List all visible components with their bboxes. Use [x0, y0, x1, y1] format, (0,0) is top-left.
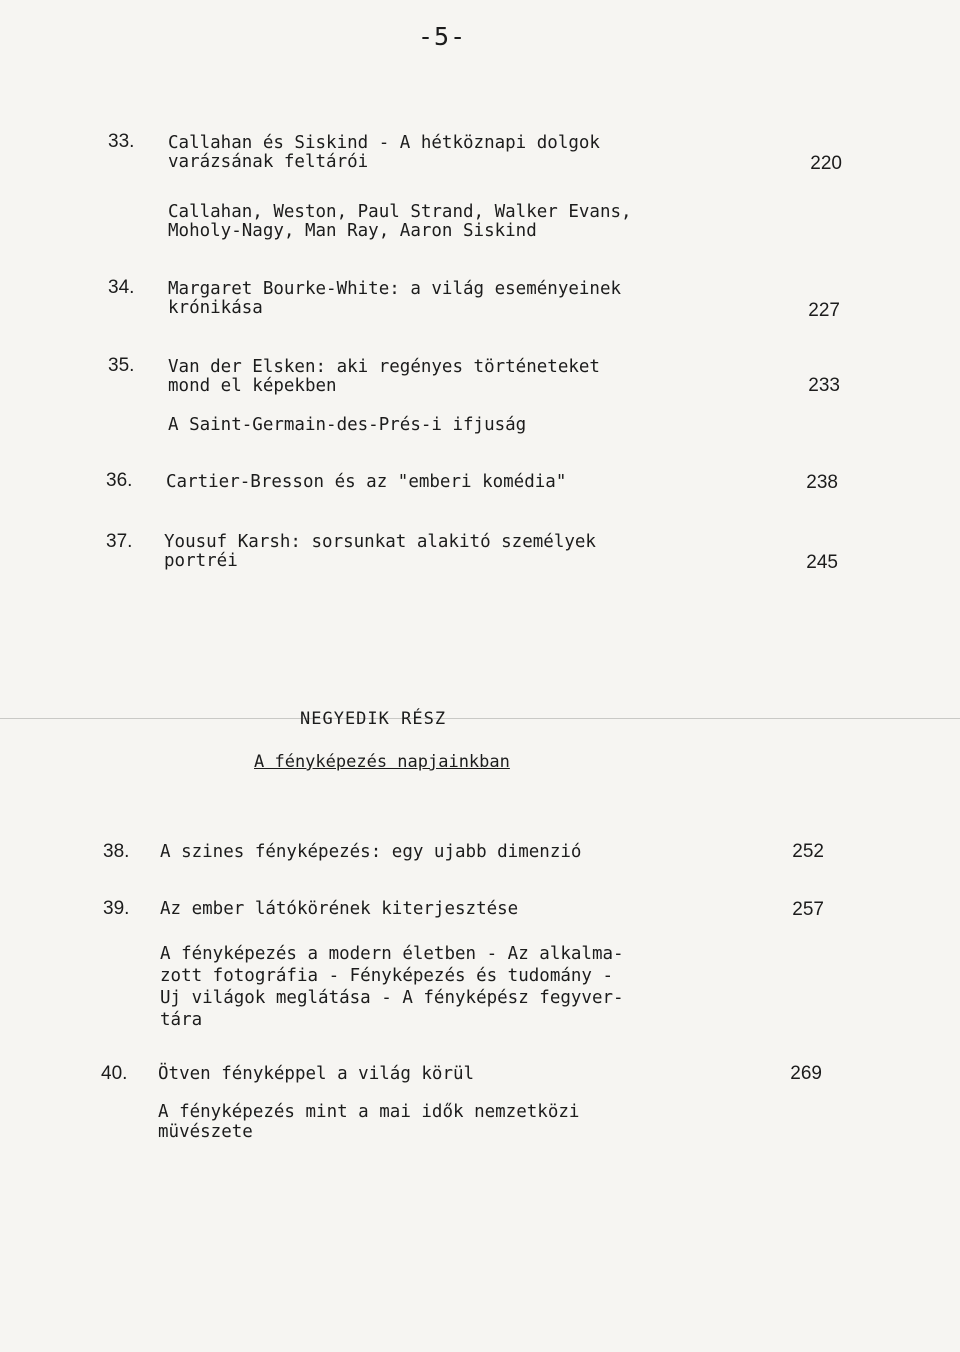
entry-number: 37. — [106, 531, 133, 552]
entry-page: 238 — [806, 472, 838, 493]
entry-title-line: Yousuf Karsh: sorsunkat alakitó személyek — [164, 532, 596, 552]
entry-number: 34. — [108, 277, 135, 298]
entry-number: 35. — [108, 355, 135, 376]
entry-sub-line: A Saint-Germain-des-Prés-i ifjuság — [168, 415, 527, 435]
entry-sub-line: Moholy-Nagy, Man Ray, Aaron Siskind — [168, 221, 537, 241]
entry-number: 39. — [103, 898, 130, 919]
entry-title-line: Cartier-Bresson és az "emberi komédia" — [166, 472, 567, 492]
entry-page: 257 — [792, 899, 824, 920]
entry-page: 252 — [792, 841, 824, 862]
entry-sub-line: A fényképezés mint a mai idők nemzetközi — [158, 1102, 580, 1122]
entry-title-line: A szines fényképezés: egy ujabb dimenzió — [160, 842, 582, 862]
entry-page: 227 — [808, 300, 840, 321]
entry-title-line: mond el képekben — [168, 376, 337, 396]
entry-title-line: Ötven fényképpel a világ körül — [158, 1064, 475, 1084]
entry-title-line: varázsának feltárói — [168, 152, 369, 172]
entry-sub-line: zott fotográfia - Fényképezés és tudomány - — [160, 966, 614, 986]
entry-number: 40. — [101, 1063, 128, 1084]
section-heading: NEGYEDIK RÉSZ — [300, 709, 447, 729]
entry-sub-line: A fényképezés a modern életben - Az alkalma- — [160, 944, 624, 964]
entry-page: 233 — [808, 375, 840, 396]
entry-title-line: Van der Elsken: aki regényes történeteket — [168, 357, 600, 377]
entry-sub-line: Callahan, Weston, Paul Strand, Walker Evans, — [168, 202, 632, 222]
entry-title-line: Margaret Bourke-White: a világ eseményeinek — [168, 279, 622, 299]
faint-rule — [0, 718, 960, 719]
entry-title-line: portréi — [164, 551, 238, 571]
entry-number: 36. — [106, 470, 133, 491]
entry-number: 38. — [103, 841, 130, 862]
entry-number: 33. — [108, 131, 135, 152]
entry-page: 245 — [806, 552, 838, 573]
entry-sub-line: müvészete — [158, 1122, 253, 1142]
page-number: -5- — [418, 22, 467, 51]
entry-page: 220 — [810, 153, 842, 174]
section-subheading: A fényképezés napjainkban — [254, 752, 510, 772]
entry-title-line: Callahan és Siskind - A hétköznapi dolgok — [168, 133, 600, 153]
entry-title-line: krónikása — [168, 298, 263, 318]
entry-sub-line: tára — [160, 1010, 203, 1030]
entry-sub-line: Uj világok meglátása - A fényképész fegyver- — [160, 988, 624, 1008]
entry-page: 269 — [790, 1063, 822, 1084]
entry-title-line: Az ember látókörének kiterjesztése — [160, 899, 519, 919]
